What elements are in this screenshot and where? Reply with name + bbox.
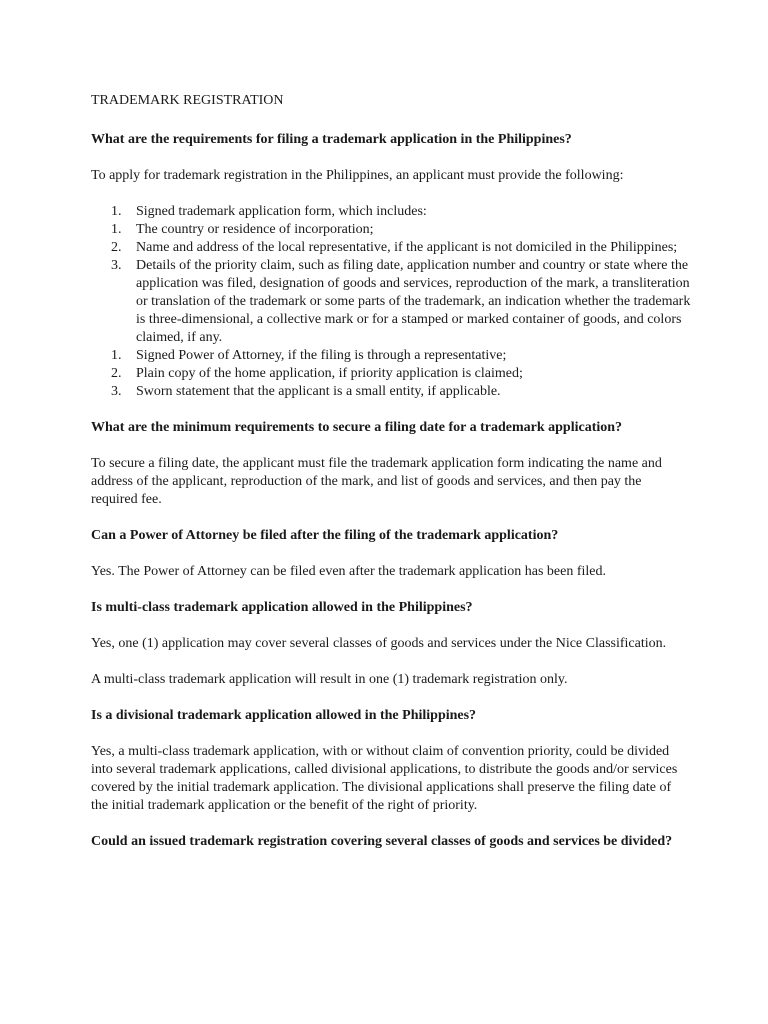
list-item-text: Plain copy of the home application, if priority application is claimed; [136, 366, 523, 381]
list-item-text: Details of the priority claim, such as filing date, application number and country or state where the application was filed, designation of goods and services, reproduction of the mark, a transliteration or translation of the trademark or some parts of the trademark, an indication whether the trademark is three-dimensional, a collective mark or for a stamped or marked container of goods, and colors claimed, if any. [136, 258, 691, 345]
document-page [91, 92, 691, 869]
list-item-text: Signed Power of Attorney, if the filing is through a representative; [136, 348, 507, 363]
list-item [91, 239, 691, 257]
section-paragraph: To secure a filing date, the applicant must file the trademark application form indicating the name and address of the applicant, reproduction of the mark, and list of goods and services, and then pay the required fee. [91, 456, 662, 507]
list-item [91, 203, 691, 221]
list-item [91, 365, 691, 383]
section-question: What are the requirements for filing a trademark application in the Philippines? [91, 132, 572, 147]
section-question: Can a Power of Attorney be filed after the filing of the trademark application? [91, 528, 559, 543]
section-question: Is multi-class trademark application allowed in the Philippines? [91, 600, 473, 615]
list-item [91, 383, 691, 401]
section-question: What are the minimum requirements to secure a filing date for a trademark application? [91, 420, 623, 435]
section-question: Could an issued trademark registration covering several classes of goods and services be divided? [91, 834, 673, 849]
list-item-number: 1. [111, 348, 122, 363]
section-paragraph: Yes, a multi-class trademark application, with or without claim of convention priority, could be divided into several trademark applications, called divisional applications, to distribute the goods and/or services covered by the initial trademark application. The divisional applications shall preserve the filing date of the initial trademark application or the benefit of the right of priority. [91, 744, 678, 813]
list-item-number: 3. [111, 384, 122, 399]
list-item-number: 1. [111, 222, 122, 237]
requirements-list [91, 203, 691, 401]
list-item-text: Signed trademark application form, which includes: [136, 204, 427, 219]
list-item-number: 2. [111, 366, 122, 381]
list-item-number: 3. [111, 258, 122, 273]
list-item-text: Name and address of the local representative, if the applicant is not domiciled in the Philippines; [136, 240, 678, 255]
list-item-number: 1. [111, 204, 122, 219]
document-title: TRADEMARK REGISTRATION [91, 93, 284, 108]
list-item [91, 257, 691, 347]
list-item-text: Sworn statement that the applicant is a small entity, if applicable. [136, 384, 501, 399]
section-paragraph: Yes, one (1) application may cover several classes of goods and services under the Nice Classification. [91, 636, 667, 651]
section-paragraph: To apply for trademark registration in the Philippines, an applicant must provide the following: [91, 168, 624, 183]
list-item [91, 221, 691, 239]
list-item-number: 2. [111, 240, 122, 255]
list-item-text: The country or residence of incorporation; [136, 222, 374, 237]
section-paragraph: Yes. The Power of Attorney can be filed even after the trademark application has been filed. [91, 564, 606, 579]
section-question: Is a divisional trademark application allowed in the Philippines? [91, 708, 477, 723]
section-paragraph: A multi-class trademark application will result in one (1) trademark registration only. [91, 672, 568, 687]
list-item [91, 347, 691, 365]
